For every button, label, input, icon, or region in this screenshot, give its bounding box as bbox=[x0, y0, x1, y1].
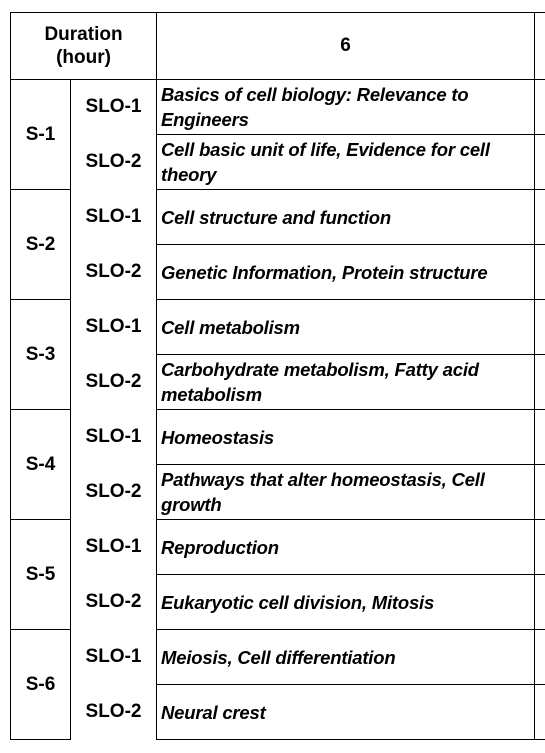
header-row bbox=[11, 13, 545, 80]
slo-label: SLO-2 bbox=[71, 245, 157, 300]
table-row bbox=[11, 355, 545, 410]
clipped-column-cell bbox=[535, 520, 545, 575]
slo-label: SLO-1 bbox=[71, 520, 157, 575]
slo-label: SLO-2 bbox=[71, 685, 157, 740]
topic-cell bbox=[157, 355, 535, 410]
table-row bbox=[11, 575, 545, 630]
table-row bbox=[11, 685, 545, 740]
slo-label: SLO-1 bbox=[71, 300, 157, 355]
topic-cell bbox=[157, 575, 535, 630]
clipped-column-cell bbox=[535, 630, 545, 685]
session-label: S-1 bbox=[11, 80, 71, 190]
clipped-column-cell bbox=[535, 685, 545, 740]
slo-label: SLO-2 bbox=[71, 355, 157, 410]
topic-line: Homeostasis bbox=[161, 426, 274, 448]
topic-cell bbox=[157, 520, 535, 575]
topic-line: Reproduction bbox=[161, 536, 279, 558]
session-label: S-3 bbox=[11, 300, 71, 410]
session-label: S-4 bbox=[11, 410, 71, 520]
topic-cell bbox=[157, 410, 535, 465]
duration-header bbox=[11, 13, 157, 80]
hours-value: 6 bbox=[157, 13, 535, 80]
table-row bbox=[11, 520, 545, 575]
table-row bbox=[11, 410, 545, 465]
topic-line: Engineers bbox=[161, 109, 249, 130]
topic-cell bbox=[157, 80, 535, 135]
clipped-column-cell bbox=[535, 300, 545, 355]
topic-line: growth bbox=[161, 494, 222, 515]
topic-cell bbox=[157, 135, 535, 190]
slo-label: SLO-1 bbox=[71, 80, 157, 135]
topic-line: Pathways that alter homeostasis, Cell bbox=[161, 469, 485, 490]
topic-cell bbox=[157, 630, 535, 685]
session-label: S-5 bbox=[11, 520, 71, 630]
slo-label: SLO-1 bbox=[71, 190, 157, 245]
slo-label: SLO-2 bbox=[71, 575, 157, 630]
slo-label: SLO-1 bbox=[71, 410, 157, 465]
table-row bbox=[11, 630, 545, 685]
clipped-column-cell bbox=[535, 245, 545, 300]
clipped-column-cell bbox=[535, 80, 545, 135]
table-row bbox=[11, 245, 545, 300]
table-row bbox=[11, 300, 545, 355]
table-row bbox=[11, 135, 545, 190]
clipped-column-cell bbox=[535, 575, 545, 630]
clipped-column-cell bbox=[535, 135, 545, 190]
topic-cell bbox=[157, 190, 535, 245]
topic-line: Meiosis, Cell differentiation bbox=[161, 646, 396, 668]
topic-cell bbox=[157, 465, 535, 520]
table-row bbox=[11, 190, 545, 245]
table-row bbox=[11, 80, 545, 135]
clipped-column-cell bbox=[535, 465, 545, 520]
duration-label-line2: (hour) bbox=[56, 47, 111, 68]
topic-line: Eukaryotic cell division, Mitosis bbox=[161, 591, 435, 613]
clipped-column-cell bbox=[535, 190, 545, 245]
slo-label: SLO-2 bbox=[71, 135, 157, 190]
topic-line: theory bbox=[161, 164, 217, 185]
topic-line: Genetic Information, Protein structure bbox=[161, 261, 488, 283]
topic-cell bbox=[157, 245, 535, 300]
clipped-column-cell bbox=[535, 355, 545, 410]
slo-label: SLO-1 bbox=[71, 630, 157, 685]
topic-line: Cell basic unit of life, Evidence for cell bbox=[161, 139, 490, 160]
topic-cell bbox=[157, 300, 535, 355]
clipped-column-cell bbox=[535, 410, 545, 465]
slo-label: SLO-2 bbox=[71, 465, 157, 520]
syllabus-table bbox=[10, 12, 545, 740]
topic-line: Cell structure and function bbox=[161, 206, 391, 228]
topic-line: Neural crest bbox=[161, 701, 266, 723]
clipped-column-cell bbox=[535, 13, 545, 80]
session-label: S-6 bbox=[11, 630, 71, 740]
topic-line: Carbohydrate metabolism, Fatty acid bbox=[161, 359, 479, 380]
topic-line: metabolism bbox=[161, 384, 262, 405]
duration-label-line1: Duration bbox=[44, 24, 123, 45]
table-row bbox=[11, 465, 545, 520]
topic-line: Basics of cell biology: Relevance to bbox=[161, 84, 469, 105]
topic-line: Cell metabolism bbox=[161, 316, 300, 338]
session-label: S-2 bbox=[11, 190, 71, 300]
topic-cell bbox=[157, 685, 535, 740]
